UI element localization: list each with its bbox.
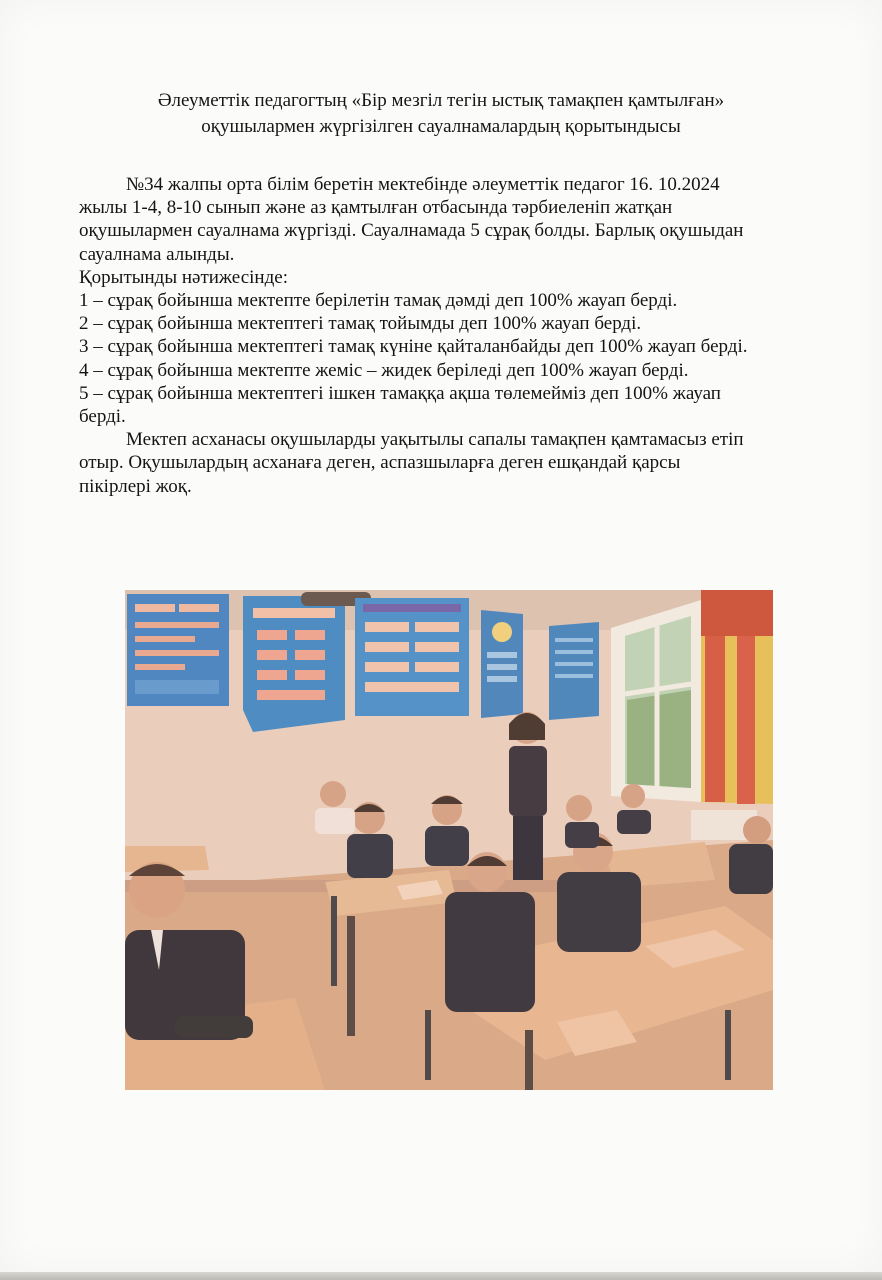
scan-bottom-edge [0, 1272, 882, 1280]
result-item-2: 2 – сұрақ бойынша мектептегі тамақ тойымды деп 100% жауап берді. [79, 313, 642, 335]
intro-line: №34 жалпы орта білім беретін мектебінде әлеуметтік педагог 16. 10.2024 [126, 174, 720, 195]
result-item-3: 3 – сұрақ бойынша мектептегі тамақ күніне қайталанбайды деп 100% жауап берді. [79, 336, 748, 358]
result-item-5: 5 – сұрақ бойынша мектептегі ішкен тамаққа ақша төлемейміз деп 100% жауап [79, 382, 721, 404]
closing-line: пікірлері жоқ. [79, 475, 192, 497]
result-item-4: 4 – сұрақ бойынша мектепте жеміс – жидек беріледі деп 100% жауап берді. [79, 359, 689, 381]
result-item-1: 1 – сұрақ бойынша мектепте берілетін тамақ дәмді деп 100% жауап берді. [79, 290, 678, 312]
closing-line: Мектеп асханасы оқушыларды уақытылы сапалы тамақпен қамтамасыз етіп [126, 429, 744, 451]
title-line-1: Әлеуметтік педагогтың «Бір мезгіл тегін ыстық тамақпен қамтылған» [157, 90, 725, 111]
intro-line: сауалнама алынды. [79, 243, 235, 265]
intro-line: оқушылармен сауалнама жүргізді. Сауалнамада 5 сұрақ болды. Барлық оқушыдан [79, 220, 744, 242]
result-item-5-continued: берді. [79, 406, 126, 428]
classroom-photo-illustration [125, 590, 773, 1090]
document-title [80, 88, 802, 140]
document-body [79, 173, 809, 498]
title-line-2: оқушылармен жүргізілген сауалнамалардың қорытындысы [201, 116, 681, 137]
intro-line: жылы 1-4, 8-10 сынып және аз қамтылған отбасында тәрбиеленіп жатқан [79, 197, 673, 219]
results-heading: Қорытынды нәтижесінде: [79, 266, 288, 288]
closing-line: отыр. Оқушылардың асханаға деген, аспазшыларға деген ешқандай қарсы [79, 452, 681, 474]
classroom-photo [125, 590, 773, 1090]
